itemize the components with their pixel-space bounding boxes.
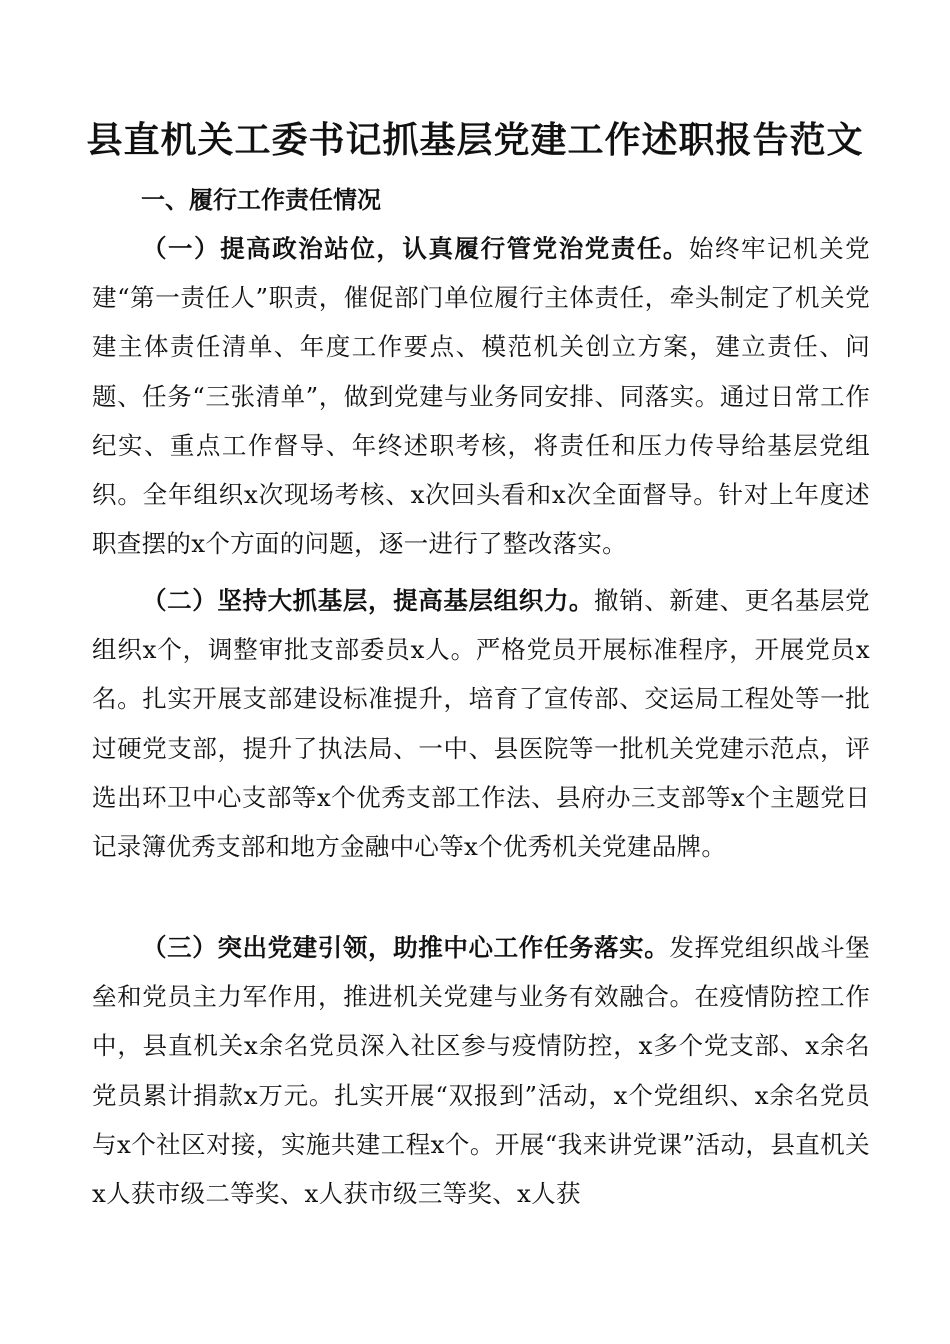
paragraph-1-lead: （一）提高政治站位，认真履行管党治党责任。 bbox=[142, 234, 689, 263]
paragraph-3-lead: （三）突出党建引领，助推中心工作任务落实。 bbox=[142, 933, 670, 962]
paragraph-3-text: 发挥党组织战斗堡垒和党员主力军作用，推进机关党建与业务有效融合。在疫情防控工作中，县直机关x余名党员深入社区参与疫情防控，x多个党支部、x余名党员累计捐款x万元。扎实开展“双报到”活动，x个党组织、x余名党员与x个社区对接，实施共建工程x个。开展“我来讲党课”活动，县直机关x人获市级二等奖、x人获市级三等奖、x人获 bbox=[92, 933, 870, 1209]
paragraph-1-text: 始终牢记机关党建“第一责任人”职责，催促部门单位履行主体责任，牵头制定了机关党建主体责任清单、年度工作要点、模范机关创立方案，建立责任、问题、任务“三张清单”，做到党建与业务同安排、同落实。通过日常工作纪实、重点工作督导、年终述职考核，将责任和压力传导给基层党组织。全年组织x次现场考核、x次回头看和x次全面督导。针对上年度述职查摆的x个方面的问题，逐一进行了整改落实。 bbox=[92, 234, 870, 559]
paragraph-1 bbox=[92, 224, 870, 568]
paragraph-2 bbox=[92, 576, 870, 871]
section-heading: 一、履行工作责任情况 bbox=[141, 186, 381, 214]
document-title: 县直机关工委书记抓基层党建工作述职报告范文 bbox=[86, 120, 864, 161]
paragraph-2-lead: （二）坚持大抓基层，提高基层组织力。 bbox=[142, 586, 595, 615]
paragraph-3 bbox=[92, 923, 870, 1218]
paragraph-2-text: 撤销、新建、更名基层党组织x个，调整审批支部委员x人。严格党员开展标准程序，开展党员x名。扎实开展支部建设标准提升，培育了宣传部、交运局工程处等一批过硬党支部，提升了执法局、一中、县医院等一批机关党建示范点，评选出环卫中心支部等x个优秀支部工作法、县府办三支部等x个主题党日记录簿优秀支部和地方金融中心等x个优秀机关党建品牌。 bbox=[92, 586, 870, 862]
